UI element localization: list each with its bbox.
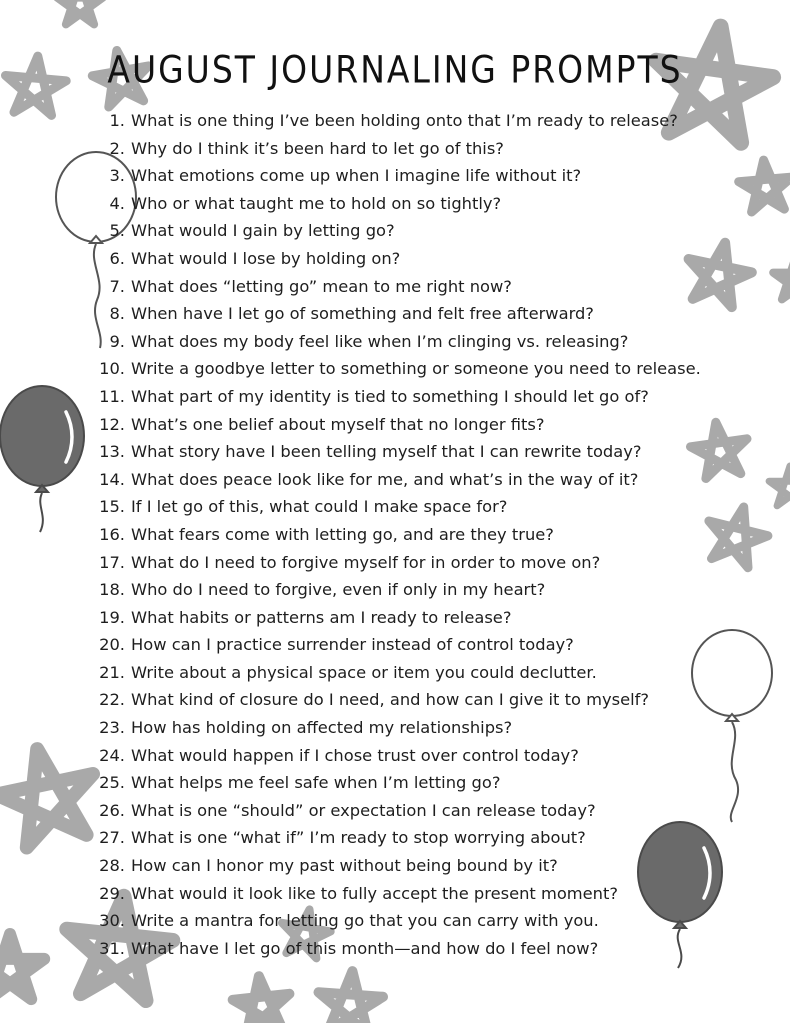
prompt-number: 26. xyxy=(99,800,125,820)
prompt-number: 19. xyxy=(99,607,125,627)
prompt-number: 4. xyxy=(109,193,125,213)
prompt-text: How has holding on affected my relationships? xyxy=(131,718,513,738)
prompt-number: 3. xyxy=(109,166,125,186)
prompt-number: 2. xyxy=(109,138,125,158)
prompt-item xyxy=(0,162,790,190)
prompt-number: 28. xyxy=(99,856,125,876)
prompt-number: 5. xyxy=(109,221,125,241)
prompt-text: What would I gain by letting go? xyxy=(131,221,395,241)
prompt-item xyxy=(0,217,790,245)
prompt-number: 17. xyxy=(99,552,125,572)
prompt-text: What does my body feel like when I’m clinging vs. releasing? xyxy=(131,331,629,351)
prompt-number: 11. xyxy=(99,386,125,406)
prompt-item xyxy=(0,549,790,577)
prompt-number: 12. xyxy=(99,414,125,434)
prompt-text: What would happen if I chose trust over control today? xyxy=(131,745,579,765)
prompt-number: 27. xyxy=(99,828,125,848)
prompt-item xyxy=(0,355,790,383)
prompt-text: How can I practice surrender instead of control today? xyxy=(131,635,574,655)
prompt-text: What would it look like to fully accept the present moment? xyxy=(131,883,619,903)
star-icon xyxy=(233,976,290,1023)
prompt-item xyxy=(0,273,790,301)
prompt-text: What’s one belief about myself that no longer fits? xyxy=(131,414,545,434)
prompt-text: Who do I need to forgive, even if only in my heart? xyxy=(131,580,546,600)
prompt-text: What habits or patterns am I ready to release? xyxy=(131,607,512,627)
prompt-text: Write a mantra for letting go that you can carry with you. xyxy=(131,911,599,931)
prompt-item xyxy=(0,383,790,411)
prompt-text: Who or what taught me to hold on so tightly? xyxy=(131,193,502,213)
prompt-text: What do I need to forgive myself for in order to move on? xyxy=(131,552,601,572)
prompt-number: 8. xyxy=(109,304,125,324)
prompt-item xyxy=(0,466,790,494)
prompt-text: What kind of closure do I need, and how can I give it to myself? xyxy=(131,690,650,710)
prompt-item xyxy=(0,852,790,880)
prompt-text: What does peace look like for me, and what’s in the way of it? xyxy=(131,469,639,489)
prompt-text: What is one “what if” I’m ready to stop worrying about? xyxy=(131,828,586,848)
prompt-text: Write about a physical space or item you could declutter. xyxy=(131,662,597,682)
prompt-number: 15. xyxy=(99,497,125,517)
prompt-item xyxy=(0,521,790,549)
prompt-item xyxy=(0,300,790,328)
prompt-item xyxy=(0,742,790,770)
prompt-text: What emotions come up when I imagine life without it? xyxy=(131,166,582,186)
prompt-text: What is one “should” or expectation I can release today? xyxy=(131,800,596,820)
prompt-list xyxy=(0,107,790,962)
prompt-item xyxy=(0,107,790,135)
prompt-item xyxy=(0,245,790,273)
prompt-number: 14. xyxy=(99,469,125,489)
prompt-number: 1. xyxy=(109,111,125,130)
prompt-item xyxy=(0,935,790,963)
prompt-number: 23. xyxy=(99,718,125,738)
prompt-text: What helps me feel safe when I’m letting go? xyxy=(131,773,501,793)
prompt-text: What part of my identity is tied to something I should let go of? xyxy=(131,386,649,406)
prompt-item xyxy=(0,135,790,163)
prompt-number: 20. xyxy=(99,635,125,655)
prompt-item xyxy=(0,328,790,356)
prompt-number: 30. xyxy=(99,911,125,931)
page-title: AUGUST JOURNALING PROMPTS xyxy=(107,47,683,92)
prompt-item xyxy=(0,576,790,604)
prompt-item xyxy=(0,190,790,218)
prompt-text: When have I let go of something and felt free afterward? xyxy=(131,304,594,324)
prompt-text: What story have I been telling myself that I can rewrite today? xyxy=(131,442,642,462)
prompt-number: 31. xyxy=(99,938,125,958)
prompt-number: 18. xyxy=(99,580,125,600)
prompt-item xyxy=(0,769,790,797)
prompt-text: What fears come with letting go, and are they true? xyxy=(131,524,554,544)
prompt-item xyxy=(0,797,790,825)
prompt-text: What is one thing I’ve been holding onto that I’m ready to release? xyxy=(131,111,678,130)
prompt-number: 13. xyxy=(99,442,125,462)
prompt-text: What would I lose by holding on? xyxy=(131,248,401,268)
prompt-number: 25. xyxy=(99,773,125,793)
prompt-text: Why do I think it’s been hard to let go of this? xyxy=(131,138,504,158)
prompt-number: 7. xyxy=(109,276,125,296)
star-icon xyxy=(319,971,384,1023)
prompt-item xyxy=(0,438,790,466)
prompt-item xyxy=(0,493,790,521)
prompt-number: 21. xyxy=(99,662,125,682)
prompt-item xyxy=(0,686,790,714)
prompt-item xyxy=(0,659,790,687)
prompt-item xyxy=(0,631,790,659)
prompt-text: How can I honor my past without being bound by it? xyxy=(131,856,558,876)
prompt-text: What have I let go of this month—and how do I feel now? xyxy=(131,938,599,958)
prompt-number: 24. xyxy=(99,745,125,765)
prompt-number: 29. xyxy=(99,883,125,903)
prompt-number: 10. xyxy=(99,359,125,379)
prompt-number: 22. xyxy=(99,690,125,710)
prompt-text: What does “letting go” mean to me right now? xyxy=(131,276,512,296)
prompt-text: Write a goodbye letter to something or someone you need to release. xyxy=(131,359,701,379)
prompt-number: 6. xyxy=(109,248,125,268)
prompt-item xyxy=(0,714,790,742)
prompt-text: If I let go of this, what could I make space for? xyxy=(131,497,508,517)
prompt-item xyxy=(0,907,790,935)
star-icon xyxy=(57,0,103,24)
prompt-item xyxy=(0,824,790,852)
prompt-item xyxy=(0,411,790,439)
prompt-number: 9. xyxy=(109,331,125,351)
prompt-number: 16. xyxy=(99,524,125,544)
prompt-item xyxy=(0,880,790,908)
prompt-item xyxy=(0,604,790,632)
